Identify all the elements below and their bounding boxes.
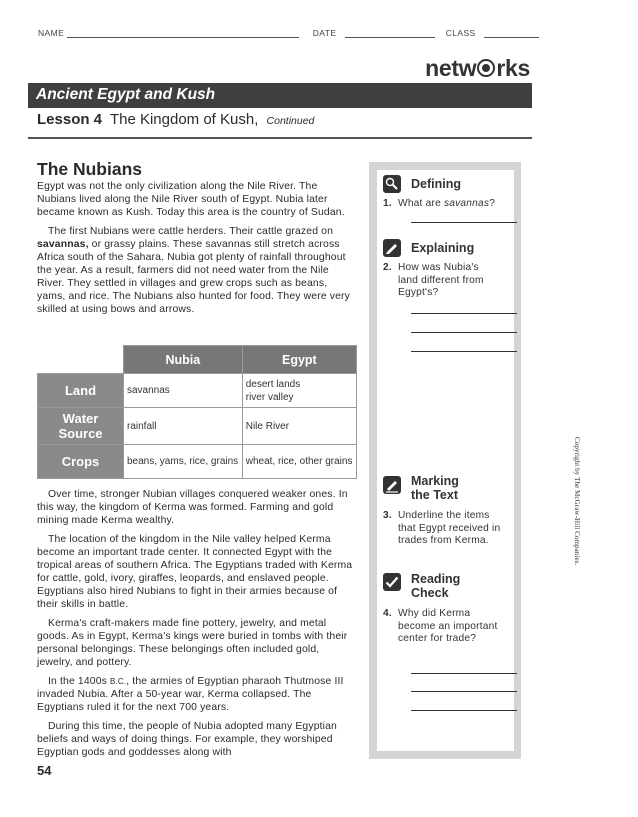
lesson-number: Lesson 4 [37, 111, 103, 128]
continued-label: Continued [266, 115, 315, 127]
date-label: DATE [312, 28, 337, 38]
question-3: 3. Underline the items that Egypt received in trades from Kerma. [383, 510, 501, 546]
lesson-title [37, 111, 314, 128]
copyright-notice: Copyright by The McGraw-Hill Companies. [573, 437, 581, 566]
answer-line-4b[interactable] [411, 691, 517, 692]
answer-line-2a[interactable] [411, 313, 517, 314]
paragraph-5: Kerma's craft-makers made fine pottery, jewelry, and metal goods. As in Egypt, Kerma's kings were buried in tombs with their personal belongings. These belongings often included gold, jewelry, and pottery. [37, 618, 348, 668]
divider [28, 137, 532, 139]
lesson-name: The Kingdom of Kush, [109, 111, 259, 128]
cell-egypt-crops: wheat, rice, other grains [242, 445, 356, 479]
class-field[interactable] [484, 28, 539, 38]
answer-line-2c[interactable] [411, 351, 517, 352]
marking-heading: Marking the Text [411, 474, 459, 502]
answer-line-4c[interactable] [411, 710, 517, 711]
col-header-nubia: Nubia [124, 346, 243, 374]
vocab-savannas: savannas, [37, 239, 89, 250]
class-label: CLASS [445, 28, 476, 38]
row-header-crops: Crops [38, 445, 124, 479]
paragraph-7: During this time, the people of Nubia adopted many Egyptian beliefs and ways of doing things. For example, they worshiped Egyptian gods and goddesses along with [37, 721, 337, 758]
paragraph-1: Egypt was not the only civilization along the Nile River. The Nubians lived along the Nile River south of Egypt. Nubia later became known as Kush. Today this area is the country of Sudan. [37, 181, 345, 218]
answer-line-4a[interactable] [411, 673, 517, 674]
date-field[interactable] [345, 28, 435, 38]
question-2: 2. How was Nubia's land different from Egypt's? [383, 262, 484, 298]
name-label: NAME [38, 28, 65, 38]
body-text [37, 488, 357, 759]
name-date-class-line [38, 28, 539, 38]
question-4: 4. Why did Kerma become an important center for trade? [383, 608, 498, 644]
sidebar-panel [377, 170, 514, 751]
cell-nubia-water: rainfall [124, 408, 243, 445]
section-heading: The Nubians [37, 159, 143, 179]
era-abbrev: B.C. [110, 677, 127, 686]
table-row [38, 445, 357, 479]
row-header-land: Land [38, 374, 124, 408]
sidebar [369, 162, 521, 759]
cell-nubia-crops: beans, yams, rice, grains [124, 445, 243, 479]
checkmark-icon [383, 573, 401, 591]
marking-icon [383, 476, 401, 494]
intro-text [37, 180, 357, 322]
table-row [38, 374, 357, 408]
answer-line-1[interactable] [411, 222, 517, 223]
cell-egypt-land: desert lands river valley [242, 374, 356, 408]
paragraph-6: In the 1400s B.C., the armies of Egyptian pharaoh Thutmose III invaded Nubia. After a 50-year war, Kerma collapsed. The Egyptians ruled it for the next 700 years. [37, 676, 344, 713]
defining-icon [383, 175, 401, 193]
explaining-icon [383, 239, 401, 257]
question-1: 1. What are savannas? [383, 198, 496, 209]
page-number: 54 [37, 763, 52, 778]
row-header-water-source: Water Source [38, 408, 124, 445]
name-field[interactable] [67, 28, 299, 38]
answer-line-2b[interactable] [411, 332, 517, 333]
cell-nubia-land: savannas [124, 374, 243, 408]
col-header-egypt: Egypt [242, 346, 356, 374]
explaining-heading: Explaining [411, 241, 475, 255]
paragraph-3: Over time, stronger Nubian villages conquered weaker ones. In this way, the kingdom of Kerma was formed. Farming and gold mining made Kerma wealthy. [37, 489, 348, 526]
table-corner [38, 346, 124, 374]
unit-banner [28, 83, 532, 108]
networks-logo: netw rks [425, 55, 530, 81]
comparison-table [37, 345, 357, 479]
table-row [38, 408, 357, 445]
paragraph-2: The first Nubians were cattle herders. Their cattle grazed on savannas, or grassy plains. These savannas still stretch across Africa south of the Sahara. Nubia got plenty of rainfall throughout the year. As a result, farmers did not need water from the Nile River. They settled in villages and grew crops such as beans, yams, and rice. The Nubians also hunted for food. They were very skilled at using bows and arrows. [37, 226, 351, 315]
cell-egypt-water: Nile River [242, 408, 356, 445]
banner-title: Ancient Egypt and Kush [36, 86, 216, 103]
paragraph-4: The location of the kingdom in the Nile valley helped Kerma become an important trade center. It connected Egypt with the tropical areas of southern Africa. The Egyptians traded with Kerma for cattle, gold, ivory, giraffes, leopards, and enslaved people. Egyptians also hired Nubians to fight in their armies because of their skills in battle. [37, 534, 353, 610]
defining-heading: Defining [411, 177, 461, 191]
globe-icon [477, 59, 495, 77]
reading-check-heading: Reading Check [411, 572, 461, 600]
comparison-table-wrap [37, 345, 357, 479]
